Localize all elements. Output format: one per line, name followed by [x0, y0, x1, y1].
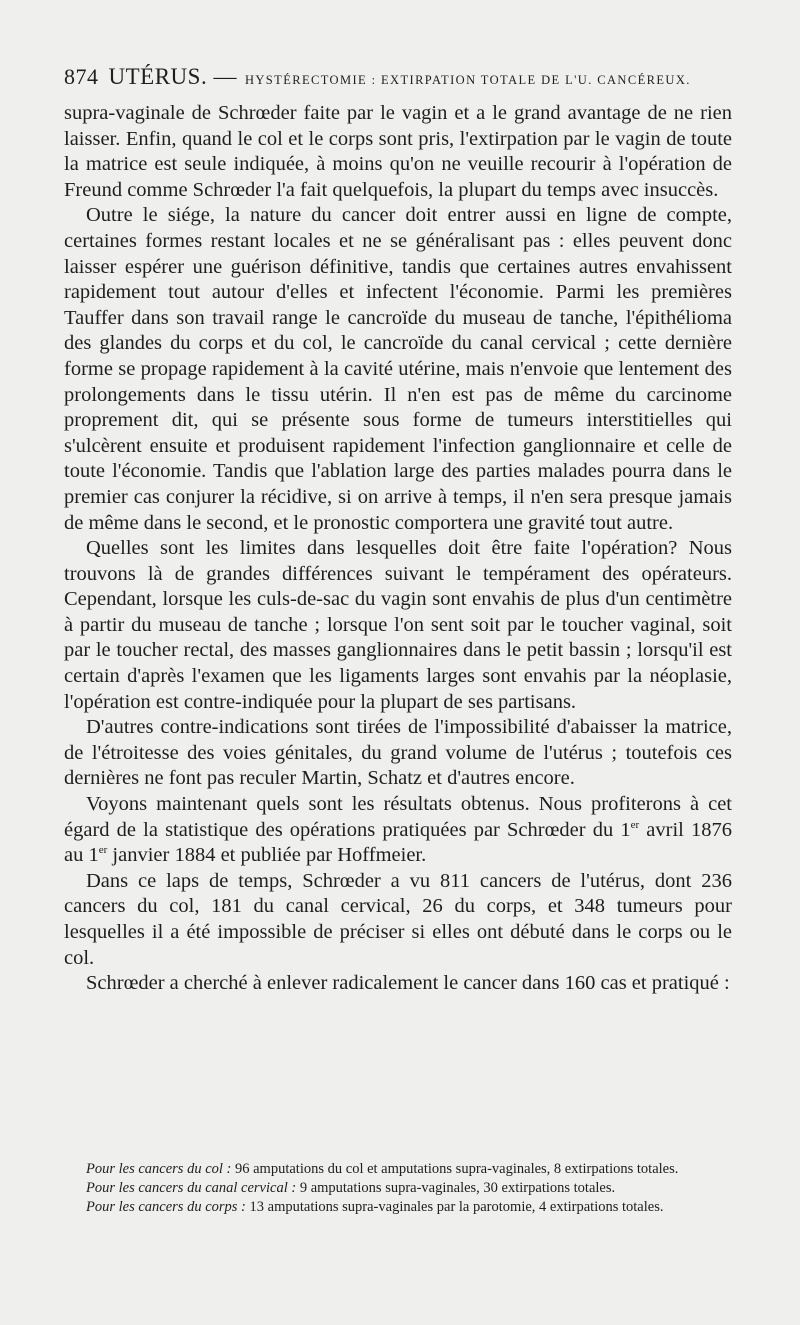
stats-text-c: janvier 1884 et publiée par Hoffmeier. — [107, 844, 427, 867]
footnote — [64, 1198, 732, 1217]
footnotes — [64, 1160, 732, 1217]
footnote-text: 13 amputations supra-vaginales par la parotomie, 4 extirpations totales. — [245, 1199, 664, 1215]
footnote — [64, 1179, 732, 1198]
stats-text-b: avril 1876 au 1 — [64, 818, 732, 867]
ordinal-superscript: er — [98, 844, 108, 857]
running-title: UTÉRUS. — — [108, 64, 237, 89]
paragraph: Schrœder a cherché à enlever radicalement le cancer dans 160 cas et pratiqué : — [86, 972, 730, 995]
footnote-label: Pour les cancers du corps : — [86, 1199, 246, 1215]
footnote-text: 9 amputations supra-vaginales, 30 extirpations totales. — [296, 1180, 616, 1196]
running-header — [64, 64, 734, 94]
paragraph: D'autres contre-indications sont tirées de l'impossibilité d'abaisser la matrice, de l'étroitesse des voies génitales, du grand volume de l'utérus ; toutefois ces dernières ne font pas reculer Martin, Schatz et d'autres encore. — [64, 716, 732, 790]
page-number: 874 — [64, 64, 99, 89]
paragraph-statistics — [64, 792, 732, 869]
paragraph: Dans ce laps de temps, Schrœder a vu 811 cancers de l'utérus, dont 236 cancers du col, 181 du canal cervical, 26 du corps, et 348 tumeurs pour lesquelles il a été impossible de préciser si elles ont débuté dans le corps ou le col. — [64, 869, 732, 969]
footnote-label: Pour les cancers du canal cervical : — [86, 1180, 297, 1196]
footnote-text: 96 amputations du col et amputations supra-vaginales, 8 extirpations totales. — [231, 1161, 679, 1177]
footnote-label: Pour les cancers du col : — [86, 1161, 232, 1177]
paragraph: Outre le siége, la nature du cancer doit entrer aussi en ligne de compte, certaines formes restant locales et ne se généralisant pas : elles peuvent donc laisser espérer une guérison définitive, tandis que certaines autres envahissent rapidement tout autour d'elles et infectent l'économie. Parmi les premières Tauffer dans son travail range le cancroïde du museau de tanche, l'épithélioma des glandes du corps et du col, le cancroïde du canal cervical ; cette dernière forme se propage rapidement à la cavité utérine, mais n'envoie que lentement des prolongements dans le tissu utérin. Il n'en est pas de même du carcinome proprement dit, qui se présente sous forme de tumeurs interstitielles qui s'ulcèrent ensuite et produisent rapidement l'infection ganglionnaire et celle de toute l'économie. Tandis que l'ablation large des parties malades pourra dans le premier cas conjurer la récidive, si on arrive à temps, il n'en sera presque jamais de même dans le second, et le pronostic comportera une gravité tout autre. — [64, 204, 732, 534]
footnote — [64, 1160, 732, 1179]
stats-text-a: Voyons maintenant quels sont les résultats obtenus. Nous profiterons à cet égard de la statistique des opérations pratiquées par Schrœder du 1 — [64, 793, 732, 841]
paragraph-continued: supra-vaginale de Schrœder faite par le vagin et a le grand avantage de ne rien laisser. Enfin, quand le col et le corps sont pris, l'extirpation par le vagin de toute la matrice est seule indiquée, à moins qu'on ne veuille recourir à l'opération de Freund comme Schrœder l'a fait quelquefois, la plupart du temps avec insuccès. — [64, 102, 732, 201]
main-text — [64, 101, 732, 997]
ordinal-superscript: er — [630, 818, 640, 831]
paragraph: Quelles sont les limites dans lesquelles doit être faite l'opération? Nous trouvons là de grandes différences suivant le tempérament des opérateurs. Cependant, lorsque les culs-de-sac du vagin sont envahis de plus d'un centimètre à partir du museau de tanche ; lorsque l'on sent soit par le toucher vaginal, soit par le toucher rectal, des masses ganglionnaires dans le petit bassin ; lorsqu'il est certain d'après l'examen que les ligaments larges sont envahis par la néoplasie, l'opération est contre-indiquée pour la plupart de ses partisans. — [64, 537, 732, 713]
section-title: HYSTÉRECTOMIE : EXTIRPATION TOTALE DE L'U. CANCÉREUX. — [244, 73, 691, 87]
